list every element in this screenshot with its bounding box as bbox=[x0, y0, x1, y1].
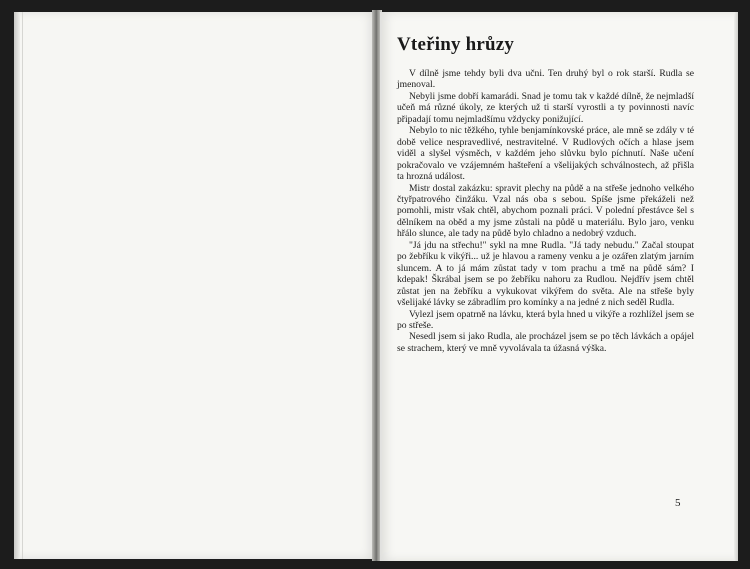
paragraph: V dílně jsme tehdy byli dva učni. Ten druhý byl o rok starší. Rudla se jmenoval. bbox=[397, 68, 694, 91]
right-page-edge bbox=[734, 12, 738, 561]
story-text bbox=[397, 68, 694, 354]
left-page-edge-line bbox=[22, 12, 23, 559]
right-page bbox=[380, 12, 738, 561]
paragraph: "Já jdu na střechu!" sykl na mne Rudla. "Já tady nebudu." Začal stoupat po žebříku k vikýři... už je hlavou a rameny venku a je ozářen zlatým jarním sluncem. A to já mám zůstat tady v tom prachu a tmě na půdě sám? I kdepak! Škrábal jsem se po žebříku nahoru za Rudlou. Nejdřív jsem chtěl zůstat jen na žebříku a vykukovat vikýřem do světa. Ale na střeše byly všelijaké lávky se zábradlím pro komínky a na jedné z nich seděl Rudla. bbox=[397, 239, 694, 309]
paragraph: Nebyli jsme dobří kamarádi. Snad je tomu tak v každé dílně, že nejmladší učeň má různé úkoly, ze kterých už ti starší vyrostli a ty povinnosti navíc připadají tomu nejmladšímu vždycky ponižující. bbox=[397, 90, 694, 125]
paragraph: Nesedl jsem si jako Rudla, ale procházel jsem se po těch lávkách a opájel se strachem, který ve mně vyvolávala ta úžasná výška. bbox=[397, 331, 694, 354]
page-number: 5 bbox=[675, 497, 681, 509]
paragraph: Mistr dostal zakázku: spravit plechy na půdě a na střeše jednoho velkého čtyřpatrového činžáku. Vzal nás oba s sebou. Spíše jsme překáželi než pomohli, mistr však chtěl, abychom poznali práci. V polední přestávce šel s dělníkem na oběd a my jsme zůstali na půdě u materiálu. Bylo jaro, venku hřálo slunce, ale tady na půdě bylo chladno a nedobrý vzduch. bbox=[397, 182, 694, 240]
paragraph: Vylezl jsem opatrně na lávku, která byla hned u vikýře a rozhlížel jsem se po střeše. bbox=[397, 308, 694, 331]
chapter-title: Vteřiny hrůzy bbox=[397, 34, 515, 55]
paragraph: Nebylo to nic těžkého, tyhle benjamínkovské práce, ale mně se zdály v té době velice nespravedlivé, nestravitelné. V Rudlových očích a hlase jsem viděl a slyšel výsměch, v každém jeho slůvku bylo píchnutí. Naše učení pokračovalo ve vzájemném hašteření a všelijakých schválnostech, až přišla ta hrozná událost. bbox=[397, 125, 694, 183]
page-content bbox=[397, 34, 694, 354]
left-page-blank bbox=[14, 12, 376, 559]
left-page-edge bbox=[14, 12, 20, 559]
